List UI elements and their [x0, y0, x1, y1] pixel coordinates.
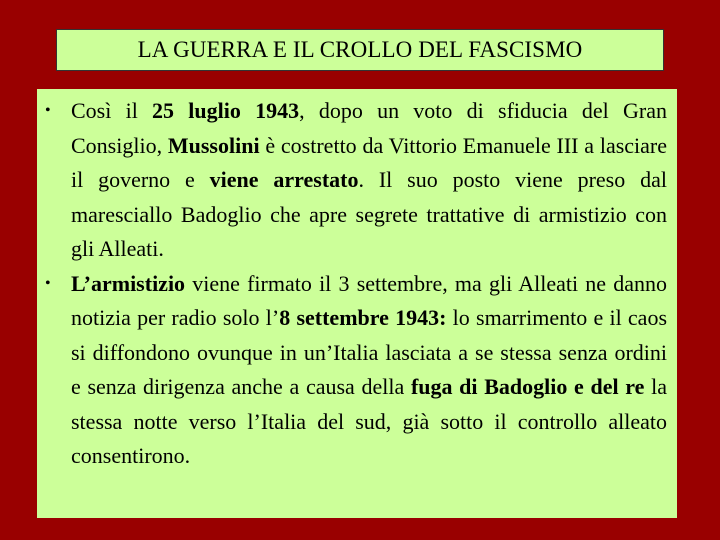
bullet-1-bold-date: 25 luglio 1943 — [152, 98, 300, 123]
bullet-2-bold-date: 8 settembre 1943: — [279, 305, 447, 330]
slide-title: LA GUERRA E IL CROLLO DEL FASCISMO — [137, 37, 583, 62]
bullet-2-text-3: la stessa notte verso l’Italia del sud, già sotto il controllo alleato consentirono. — [71, 374, 667, 468]
bullet-item-2 — [37, 267, 667, 474]
bullet-2-text-2: lo smarrimento e il caos si diffondono ovunque in un’Italia lasciata a se stessa senza ordini e senza dirigenza anche a causa della — [71, 305, 668, 399]
bullet-1-text-4: . Il suo posto viene preso dal maresciallo Badoglio che apre segrete trattative di armistizio con gli Alleati. — [71, 167, 667, 261]
bullet-marker: • — [45, 102, 51, 119]
bullet-2-text-1: viene firmato il 3 settembre, ma gli Alleati ne danno notizia per radio solo l’ — [71, 270, 667, 330]
slide-content-box — [37, 89, 677, 518]
bullet-item-1 — [37, 94, 667, 267]
bullet-list — [37, 94, 667, 474]
bullet-1-text-3: è costretto da Vittorio Emanuele III a lasciare il governo e — [71, 132, 667, 192]
bullet-marker: • — [45, 274, 51, 292]
bullet-1-text-2: , dopo un voto di sfiducia del Gran Consiglio, — [71, 98, 667, 158]
bullet-2-bold-flight: fuga di Badoglio e del re — [410, 374, 645, 399]
bullet-1-bold-mussolini: Mussolini — [167, 132, 260, 158]
slide-title-box — [56, 29, 664, 71]
bullet-2-bold-armistice: L’armistizio — [71, 270, 186, 296]
bullet-1-bold-arrested: viene arrestato — [209, 167, 359, 192]
bullet-1-text-1: Così il — [71, 98, 153, 123]
